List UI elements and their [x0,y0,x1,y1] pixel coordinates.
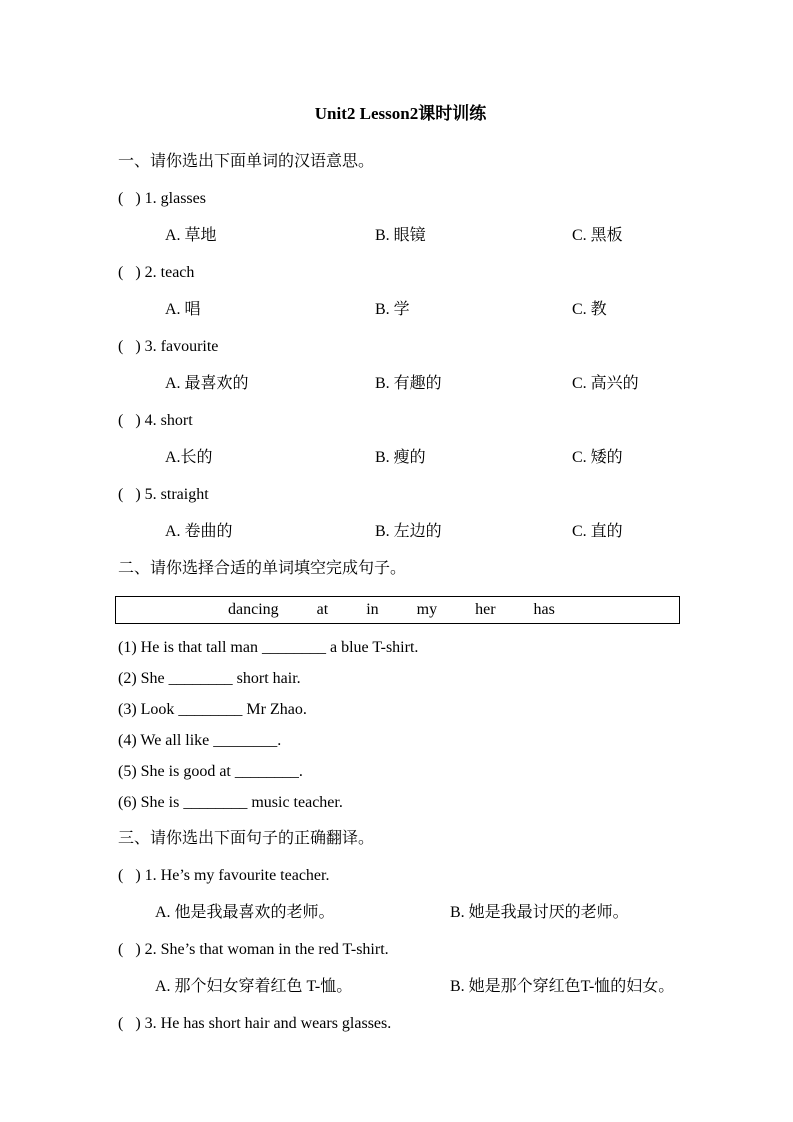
question-stem: ( ) 2. She’s that woman in the red T-shirt. [118,941,389,958]
section1-question-2 [118,263,683,320]
question-stem: ( ) 5. straight [118,486,209,503]
question-stem: ( ) 3. He has short hair and wears glasses. [118,1015,392,1032]
option-a: A. 那个妇女穿着红色 T-恤。 [155,978,353,995]
option-b: B. 眼镜 [375,227,426,244]
option-a: A. 唱 [165,301,201,318]
fill-in-sentence: (1) He is that tall man ________ a blue T-shirt. [118,639,419,656]
options-row [155,903,683,923]
word-bank-item: dancing [228,601,279,618]
section1-question-1 [118,189,683,246]
section3-question-1 [118,866,683,923]
option-c: C. 教 [572,301,607,318]
section3-question-3 [118,1014,683,1034]
options-row [165,522,683,542]
word-bank-item: has [533,601,555,618]
section3-question-2 [118,940,683,997]
word-bank-item: in [366,601,379,618]
question-stem: ( ) 2. teach [118,264,195,281]
fill-in-sentence: (5) She is good at ________. [118,763,303,780]
fill-in-sentence: (2) She ________ short hair. [118,670,301,687]
option-b: B. 瘦的 [375,449,426,466]
option-a: A. 卷曲的 [165,523,233,540]
option-c: C. 矮的 [572,449,623,466]
option-a: A. 最喜欢的 [165,375,249,392]
question-stem: ( ) 1. He’s my favourite teacher. [118,867,330,884]
option-a: A.长的 [165,449,213,466]
word-bank-item: my [416,601,438,618]
fill-in-sentence: (3) Look ________ Mr Zhao. [118,701,307,718]
option-c: C. 高兴的 [572,375,639,392]
option-b: B. 她是我最讨厌的老师。 [450,904,629,921]
word-bank-item: her [475,601,496,618]
fill-in-sentences [118,638,683,813]
fill-in-sentence: (4) We all like ________. [118,732,282,749]
question-stem: ( ) 3. favourite [118,338,219,355]
word-bank [115,596,680,624]
options-row [155,977,683,997]
option-a: A. 他是我最喜欢的老师。 [155,904,335,921]
option-a: A. 草地 [165,227,217,244]
section1-question-4 [118,411,683,468]
option-c: C. 直的 [572,523,623,540]
word-bank-item: at [316,601,329,618]
options-row [165,448,683,468]
question-stem: ( ) 1. glasses [118,190,206,207]
section3-heading: 三、请你选出下面句子的正确翻译。 [118,830,375,847]
section2-heading: 二、请你选择合适的单词填空完成句子。 [118,560,407,577]
section1-question-3 [118,337,683,394]
section1-heading: 一、请你选出下面单词的汉语意思。 [118,153,375,170]
fill-in-sentence: (6) She is ________ music teacher. [118,794,343,811]
section1-question-5 [118,485,683,542]
worksheet-title: Unit2 Lesson2课时训练 [314,104,487,123]
options-row [165,374,683,394]
options-row [165,300,683,320]
question-stem: ( ) 4. short [118,412,193,429]
options-row [165,226,683,246]
option-b: B. 有趣的 [375,375,442,392]
option-b: B. 左边的 [375,523,442,540]
option-b: B. 学 [375,301,410,318]
option-b: B. 她是那个穿红色T-恤的妇女。 [450,978,675,995]
option-c: C. 黑板 [572,227,623,244]
